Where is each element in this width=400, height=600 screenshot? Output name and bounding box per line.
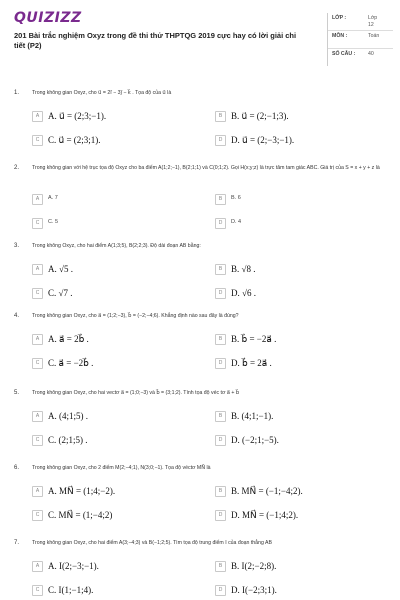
question-text: Trong không Oxyz, cho hai điểm A(1;3;5), B(2;2;3). Độ dài đoạn AB bằng: — [32, 243, 201, 249]
question-number: 1. — [14, 90, 20, 96]
option-text: A. I(2;−3;−1). — [48, 561, 99, 571]
option-a[interactable] — [32, 333, 204, 347]
option-letter-box[interactable]: C — [32, 435, 43, 446]
question-text: Trong không gian với hệ trục tọa độ Oxyz cho ba điểm A(1;2;−1), B(2;1;1) và C(0;1;2). Gọi H(x;y;z) là trực tâm tam giác ABC. Giá trị của S = x + y + z là — [32, 165, 380, 171]
meta-label: SỐ CÂU : — [332, 51, 356, 57]
option-letter-box[interactable]: A — [32, 561, 43, 572]
option-c[interactable] — [32, 357, 204, 371]
meta-row-class — [328, 13, 393, 31]
option-letter-box[interactable]: D — [215, 288, 226, 299]
option-d[interactable] — [215, 434, 387, 448]
option-letter-box[interactable]: A — [32, 411, 43, 422]
option-letter-box[interactable]: B — [215, 194, 226, 205]
option-letter-box[interactable]: B — [215, 486, 226, 497]
option-b[interactable] — [215, 110, 387, 124]
meta-table — [327, 13, 393, 66]
option-d[interactable] — [215, 584, 387, 598]
option-text: A. MN⃗ = (1;4;−2). — [48, 486, 116, 496]
header — [0, 0, 400, 70]
option-a[interactable] — [32, 485, 204, 499]
option-text: A. 7 — [48, 195, 58, 201]
option-letter-box[interactable]: A — [32, 264, 43, 275]
option-a[interactable] — [32, 263, 204, 277]
option-c[interactable] — [32, 217, 204, 231]
option-text: B. MN⃗ = (−1;−4;2). — [231, 486, 303, 496]
option-letter-box[interactable]: B — [215, 111, 226, 122]
option-a[interactable] — [32, 193, 204, 207]
option-text: D. √6 . — [231, 288, 256, 298]
option-c[interactable] — [32, 509, 204, 523]
option-text: B. b⃗ = −2a⃗ . — [231, 334, 277, 344]
question-number: 6. — [14, 465, 20, 471]
question-text: Trong không gian Oxyz, cho hai vectơ a⃗ = (1;0;−3) và b⃗ = (3;1;2). Tính tọa độ véc tơ a⃗ + b⃗ — [32, 390, 240, 396]
meta-value: 40 — [368, 51, 374, 57]
meta-value: Toán — [368, 33, 380, 39]
option-letter-box[interactable]: B — [215, 334, 226, 345]
question-text: Trong không gian Oxyz, cho hai điểm A(3;−4;3) và B(−1;2;5). Tìm tọa độ trung điểm I của đoạn thẳng AB — [32, 540, 272, 546]
question-number: 4. — [14, 313, 20, 319]
option-text: D. I(−2;3;1). — [231, 585, 277, 595]
option-text: C. 5 — [48, 219, 59, 225]
option-text: A. u⃗ = (2;3;−1). — [48, 111, 107, 121]
option-letter-box[interactable]: B — [215, 561, 226, 572]
question-text: Trong không gian Oxyz, cho a⃗ = (1;2;−3), b⃗ = (−2;−4;6). Khẳng định nào sau đây là đúng? — [32, 313, 239, 319]
option-letter-box[interactable]: C — [32, 288, 43, 299]
option-a[interactable] — [32, 560, 204, 574]
meta-value: Lớp 12 — [368, 15, 378, 28]
option-d[interactable] — [215, 217, 387, 231]
option-text: A. a⃗ = 2b⃗ . — [48, 334, 89, 344]
option-d[interactable] — [215, 357, 387, 371]
option-text: C. √7 . — [48, 288, 73, 298]
option-b[interactable] — [215, 263, 387, 277]
option-text: D. b⃗ = 2a⃗ . — [231, 358, 272, 368]
option-d[interactable] — [215, 287, 387, 301]
option-text: A. √5 . — [48, 264, 73, 274]
option-text: A. (4;1;5) . — [48, 411, 88, 421]
option-text: B. u⃗ = (2;−1;3). — [231, 111, 289, 121]
option-letter-box[interactable]: B — [215, 411, 226, 422]
quizizz-logo: QUIZIZZ — [14, 10, 82, 26]
option-letter-box[interactable]: D — [215, 435, 226, 446]
option-d[interactable] — [215, 509, 387, 523]
option-a[interactable] — [32, 410, 204, 424]
question-number: 2. — [14, 165, 20, 171]
option-text: D. u⃗ = (2;−3;−1). — [231, 135, 295, 145]
document-title: 201 Bài trắc nghiệm Oxyz trong đề thi thử THPTQG 2019 cực hay có lời giải chi tiết (P2) — [14, 31, 297, 50]
option-letter-box[interactable]: D — [215, 358, 226, 369]
meta-label: LỚP : — [332, 15, 347, 21]
meta-label: MÔN : — [332, 33, 348, 39]
option-text: C. a⃗ = −2b⃗ . — [48, 358, 94, 368]
option-c[interactable] — [32, 134, 204, 148]
option-c[interactable] — [32, 584, 204, 598]
option-letter-box[interactable]: A — [32, 194, 43, 205]
option-text: D. 4 — [231, 219, 242, 225]
option-b[interactable] — [215, 410, 387, 424]
option-letter-box[interactable]: D — [215, 218, 226, 229]
option-letter-box[interactable]: A — [32, 486, 43, 497]
option-letter-box[interactable]: B — [215, 264, 226, 275]
option-b[interactable] — [215, 485, 387, 499]
option-letter-box[interactable]: D — [215, 585, 226, 596]
question-text: Trong không gian Oxyz, cho 2 điểm M(2;−4;1), N(3;0;−1). Tọa độ véctơ MN⃗ là — [32, 465, 211, 471]
question-text: Trong không gian Oxyz, cho u⃗ = 2i⃗ − 3j⃗ − k⃗ . Tọa độ của u⃗ là — [32, 90, 172, 96]
option-a[interactable] — [32, 110, 204, 124]
option-letter-box[interactable]: D — [215, 510, 226, 521]
option-text: B. I(2;−2;8). — [231, 561, 277, 571]
option-b[interactable] — [215, 193, 387, 207]
option-letter-box[interactable]: D — [215, 135, 226, 146]
option-letter-box[interactable]: C — [32, 135, 43, 146]
option-c[interactable] — [32, 434, 204, 448]
meta-row-subject — [328, 31, 393, 49]
option-letter-box[interactable]: C — [32, 510, 43, 521]
option-text: C. I(1;−1;4). — [48, 585, 94, 595]
meta-row-count — [328, 49, 393, 66]
option-d[interactable] — [215, 134, 387, 148]
option-letter-box[interactable]: A — [32, 334, 43, 345]
option-text: C. (2;1;5) . — [48, 435, 88, 445]
question-number: 7. — [14, 540, 20, 546]
question-number: 3. — [14, 243, 20, 249]
option-letter-box[interactable]: C — [32, 218, 43, 229]
option-text: B. (4;1;−1). — [231, 411, 274, 421]
option-letter-box[interactable]: C — [32, 585, 43, 596]
option-letter-box[interactable]: C — [32, 358, 43, 369]
option-text: C. MN⃗ = (1;−4;2) — [48, 510, 113, 520]
option-text: C. u⃗ = (2;3;1). — [48, 135, 101, 145]
option-b[interactable] — [215, 333, 387, 347]
option-text: D. MN⃗ = (−1;4;2). — [231, 510, 299, 520]
option-text: B. √8 . — [231, 264, 256, 274]
option-letter-box[interactable]: A — [32, 111, 43, 122]
option-text: D. (−2;1;−5). — [231, 435, 279, 445]
option-text: B. 6 — [231, 195, 241, 201]
option-c[interactable] — [32, 287, 204, 301]
question-number: 5. — [14, 390, 20, 396]
option-b[interactable] — [215, 560, 387, 574]
